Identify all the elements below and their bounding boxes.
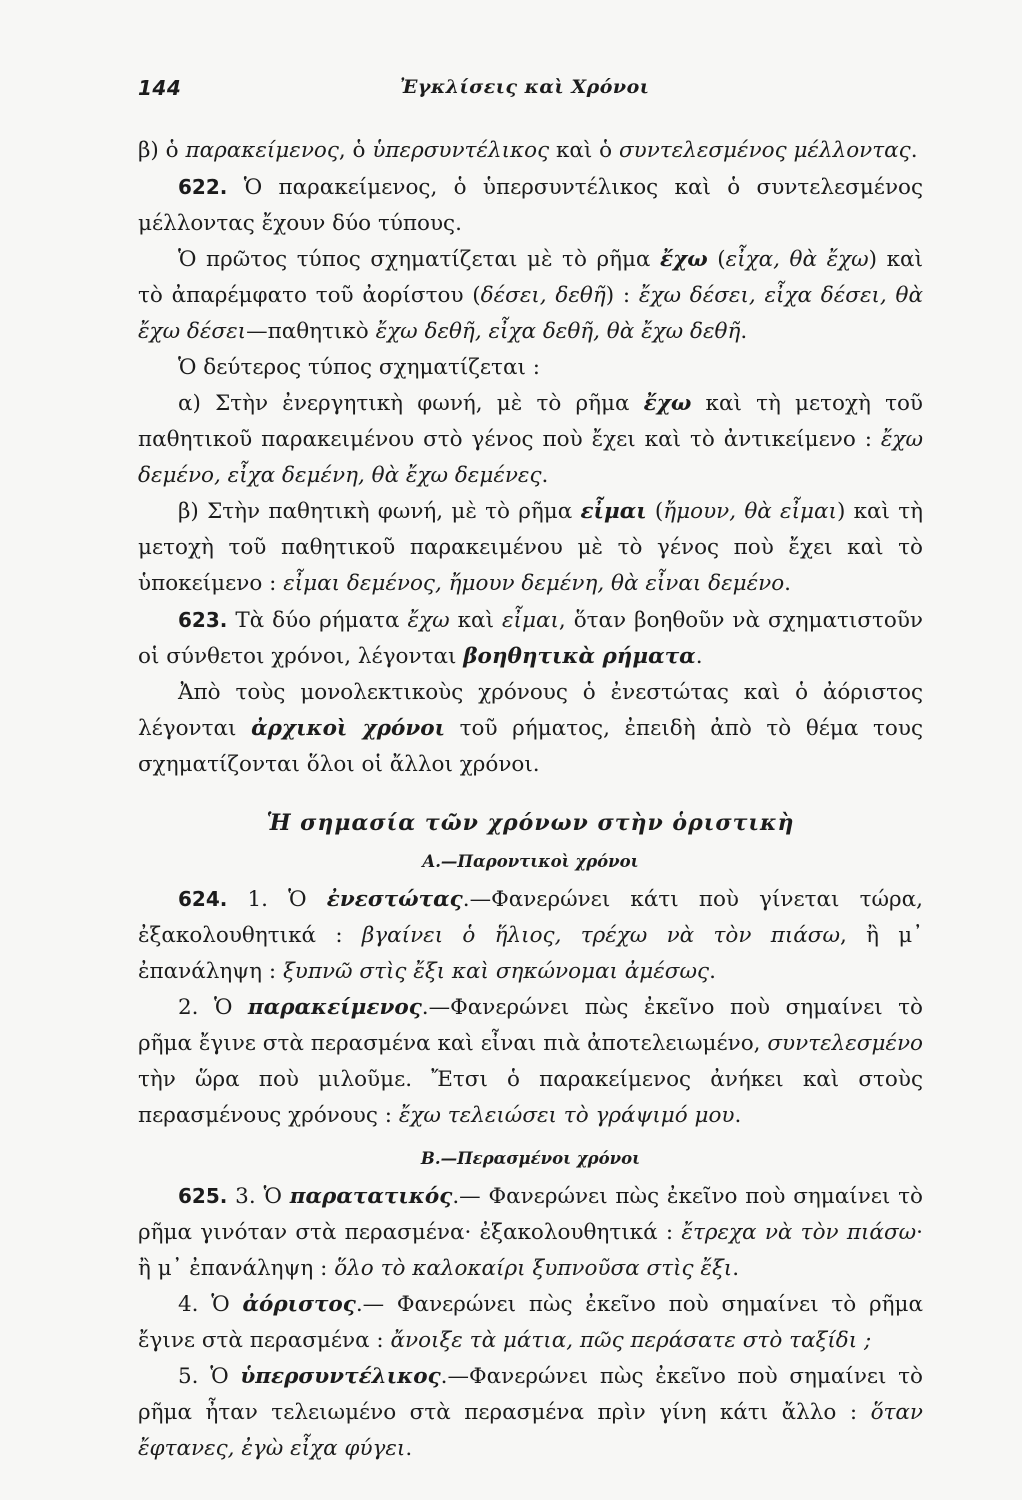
paragraph-passive-voice: β) Στὴν παθητικὴ φωνή, μὲ τὸ ρῆμα εἶμαι (ἤμουν, θὰ εἶμαι) καὶ τὴ μετοχὴ τοῦ παθητικοῦ παρακειμένου μὲ τὸ γένος ποὺ ἔχει καὶ τὸ ὑποκείμενο : εἶμαι δεμένος, ἤμουν δεμένη, θὰ εἶναι δεμένο.	[138, 499, 923, 596]
section-number: 623.	[178, 608, 228, 632]
paragraph-second-type: Ὁ δεύτερος τύπος σχηματίζεται :	[178, 355, 540, 380]
section-number: 622.	[178, 175, 228, 199]
paragraph-b-perfect: β) ὁ παρακείμενος, ὁ ὑπερσυντέλικος καὶ ὁ συντελεσμένος μέλλοντας.	[138, 138, 918, 163]
section-heading: Ἡ σημασία τῶν χρόνων στὴν ὁριστικὴ	[266, 810, 795, 836]
section-number: 625.	[178, 1184, 228, 1208]
subheading-past-tenses: Β.—Περασμένοι χρόνοι	[420, 1149, 641, 1168]
paragraph-pluperfect: 5. Ὁ ὑπερσυντέλικος.—Φανερώνει πὼς ἐκεῖνο ποὺ σημαίνει τὸ ρῆμα ἦταν τελειωμένο στὰ περασμένα πρὶν γίνη κάτι ἄλλο : ὅταν ἔφτανες, ἐγὼ εἶχα φύγει.	[138, 1364, 923, 1461]
section-625: 625. 3. Ὁ παρατατικός.— Φανερώνει πὼς ἐκεῖνο ποὺ σημαίνει τὸ ρῆμα γινόταν στὰ περασμένα· ἐξακολουθητικά : ἔτρεχα νὰ τὸν πιάσω· ἢ μ᾽ ἐπανάληψη : ὅλο τὸ καλοκαίρι ξυπνοῦσα στὶς ἔξι.	[138, 1184, 923, 1281]
section-number: 624.	[178, 887, 228, 911]
paragraph-active-voice: α) Στὴν ἐνεργητικὴ φωνή, μὲ τὸ ρῆμα ἔχω καὶ τὴ μετοχὴ τοῦ παθητικοῦ παρακειμένου στὸ γένος ποὺ ἔχει καὶ τὸ ἀντικείμενο : ἔχω δεμένο, εἶχα δεμένη, θὰ ἔχω δεμένες.	[138, 391, 923, 488]
running-title: Ἐγκλίσεις καὶ Χρόνοι	[400, 76, 650, 98]
paragraph-perfect-tense: 2. Ὁ παρακείμενος.—Φανερώνει πὼς ἐκεῖνο ποὺ σημαίνει τὸ ρῆμα ἔγινε στὰ περασμένα καὶ εἶναι πιὰ ἀποτελειωμένο, συντελεσμένο τὴν ὥρα ποὺ μιλοῦμε. Ἔτσι ὁ παρακείμενος ἀνήκει καὶ στοὺς περασμένους χρόνους : ἔχω τελειώσει τὸ γράψιμό μου.	[138, 995, 923, 1128]
page-number: 144	[138, 76, 182, 100]
section-622: 622. Ὁ παρακείμενος, ὁ ὑπερσυντέλικος καὶ ὁ συντελεσμένος μέλλοντας ἔχουν δύο τύπους.	[138, 175, 923, 236]
paragraph-initial-tenses: Ἀπὸ τοὺς μονολεκτικοὺς χρόνους ὁ ἐνεστώτας καὶ ὁ ἀόριστος λέγονται ἀρχικοὶ χρόνοι τοῦ ρήματος, ἐπειδὴ ἀπὸ τὸ θέμα τους σχηματίζονται ὅλοι οἱ ἄλλοι χρόνοι.	[138, 680, 923, 777]
subheading-present-tenses: Α.—Παροντικοὶ χρόνοι	[422, 852, 639, 871]
section-623: 623. Τὰ δύο ρήματα ἔχω καὶ εἶμαι, ὅταν βοηθοῦν νὰ σχηματιστοῦν οἱ σύνθετοι χρόνοι, λέγονται βοηθητικὰ ρήματα.	[138, 608, 923, 669]
paragraph-aorist: 4. Ὁ ἀόριστος.— Φανερώνει πὼς ἐκεῖνο ποὺ σημαίνει τὸ ρῆμα ἔγινε στὰ περασμένα : ἄνοιξε τὰ μάτια, πῶς περάσατε στὸ ταξίδι ;	[138, 1292, 923, 1353]
page-header	[138, 76, 923, 106]
paragraph-first-type: Ὁ πρῶτος τύπος σχηματίζεται μὲ τὸ ρῆμα ἔχω (εἶχα, θὰ ἔχω) καὶ τὸ ἀπαρέμφατο τοῦ ἀορίστου (δέσει, δεθῆ) : ἔχω δέσει, εἶχα δέσει, θὰ ἔχω δέσει—παθητικὸ ἔχω δεθῆ, εἶχα δεθῆ, θὰ ἔχω δεθῆ.	[138, 247, 923, 344]
page-body	[138, 133, 923, 1467]
section-624: 624. 1. Ὁ ἐνεστώτας.—Φανερώνει κάτι ποὺ γίνεται τώρα, ἐξακολουθητικά : βγαίνει ὁ ἥλιος, τρέχω νὰ τὸν πιάσω, ἢ μ᾽ ἐπανάληψη : ξυπνῶ στὶς ἔξι καὶ σηκώνομαι ἀμέσως.	[138, 887, 924, 984]
